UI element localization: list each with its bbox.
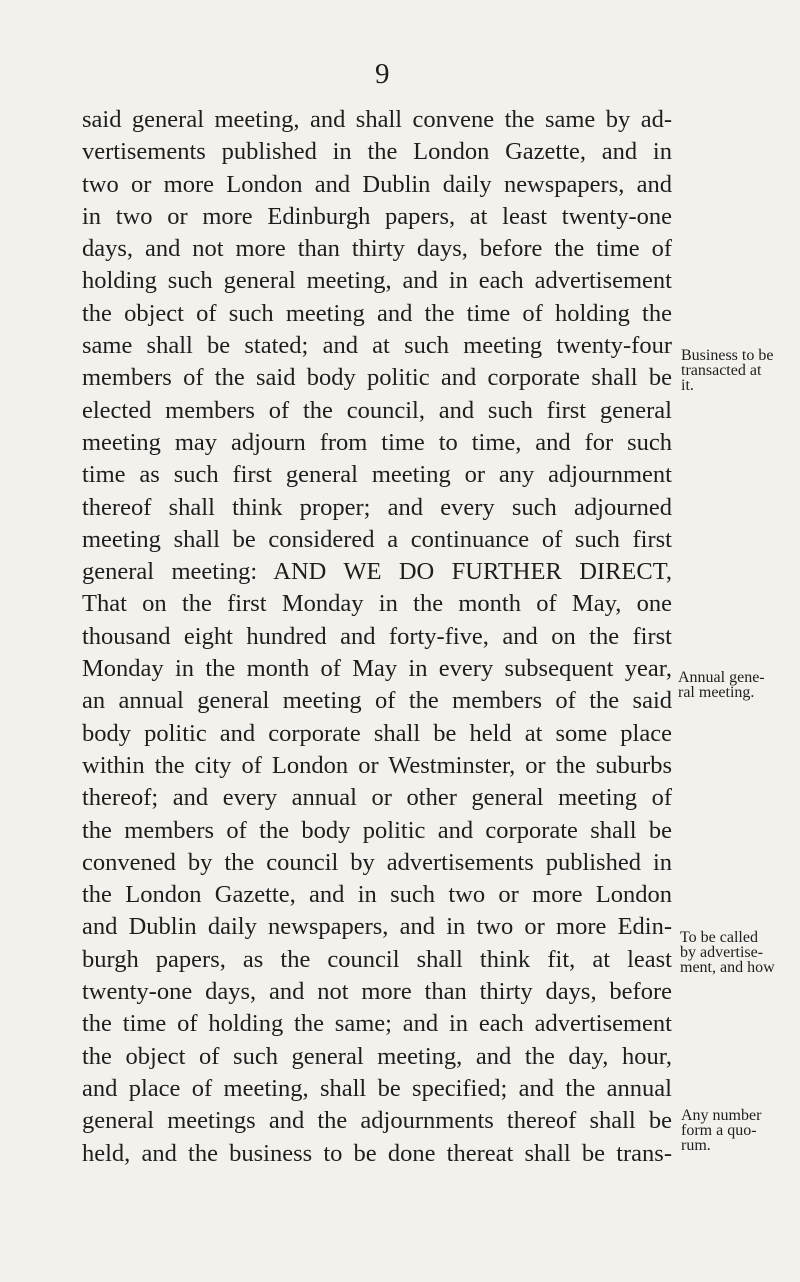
margin-note-line: ral meeting.	[678, 684, 755, 701]
text-line: within the city of London or Westminster, or the suburbs	[82, 751, 672, 779]
text-line: two or more London and Dublin daily newspapers, and	[82, 170, 672, 198]
text-line: body politic and corporate shall be held at some place	[82, 719, 672, 747]
margin-note-line: Any number	[681, 1107, 762, 1124]
margin-note-line: To be called	[680, 929, 758, 946]
text-line: meeting shall be considered a continuance of such first	[82, 525, 672, 553]
text-line: the London Gazette, and in such two or more London	[82, 881, 672, 909]
text-line: the object of such meeting and the time of holding the	[82, 299, 672, 327]
text-line: the members of the body politic and corporate shall be	[82, 816, 672, 844]
text-line: days, and not more than thirty days, before the time of	[82, 235, 672, 263]
margin-note-quorum	[681, 1108, 800, 1153]
text-line: general meeting: AND WE DO FURTHER DIRECT,	[82, 558, 672, 586]
margin-note-line: Annual gene-	[678, 669, 765, 686]
text-line: the object of such general meeting, and the day, hour,	[82, 1042, 672, 1070]
margin-note-annual	[678, 670, 800, 700]
text-line: convened by the council by advertisements published in	[82, 848, 672, 876]
text-line: twenty-one days, and not more than thirty days, before	[82, 978, 672, 1006]
margin-note-line: transacted at	[681, 362, 762, 379]
text-line: holding such general meeting, and in each advertisement	[82, 267, 672, 295]
text-line: thereof; and every annual or other general meeting of	[82, 784, 672, 812]
text-line: held, and the business to be done thereat shall be trans-	[82, 1139, 672, 1167]
text-line: vertisements published in the London Gazette, and in	[82, 138, 672, 166]
text-line: thousand eight hundred and forty-five, and on the first	[82, 622, 672, 650]
margin-note-line: ment, and how	[680, 959, 775, 976]
margin-note-line: rum.	[681, 1137, 711, 1154]
text-line: general meetings and the adjournments thereof shall be	[82, 1107, 672, 1135]
margin-note-called	[680, 930, 800, 975]
margin-note-line: by advertise-	[680, 944, 764, 961]
margin-note-line: it.	[681, 377, 694, 394]
margin-note-line: form a quo-	[681, 1122, 757, 1139]
margin-note-line: Business to be	[681, 347, 774, 364]
text-line: said general meeting, and shall convene the same by ad-	[82, 106, 672, 133]
text-line: burgh papers, as the council shall think fit, at least	[82, 945, 672, 973]
text-line: and place of meeting, shall be specified; and the annual	[82, 1074, 672, 1102]
text-line: same shall be stated; and at such meeting twenty-four	[82, 332, 672, 360]
text-line: thereof shall think proper; and every such adjourned	[82, 493, 672, 521]
body-text	[82, 104, 672, 1170]
text-line: meeting may adjourn from time to time, and for such	[82, 428, 672, 456]
text-line: Monday in the month of May in every subsequent year,	[82, 655, 672, 683]
page-number: 9	[375, 58, 390, 90]
text-line: and Dublin daily newspapers, and in two or more Edin-	[82, 913, 672, 941]
text-line: an annual general meeting of the members of the said	[82, 687, 672, 715]
text-line: in two or more Edinburgh papers, at least twenty-one	[82, 202, 672, 230]
text-line: time as such first general meeting or any adjournment	[82, 461, 672, 489]
text-line: the time of holding the same; and in each advertisement	[82, 1010, 672, 1038]
margin-note-business	[681, 348, 800, 393]
text-line: members of the said body politic and corporate shall be	[82, 364, 672, 392]
text-line: elected members of the council, and such first general	[82, 396, 672, 424]
text-line: That on the first Monday in the month of May, one	[82, 590, 672, 618]
